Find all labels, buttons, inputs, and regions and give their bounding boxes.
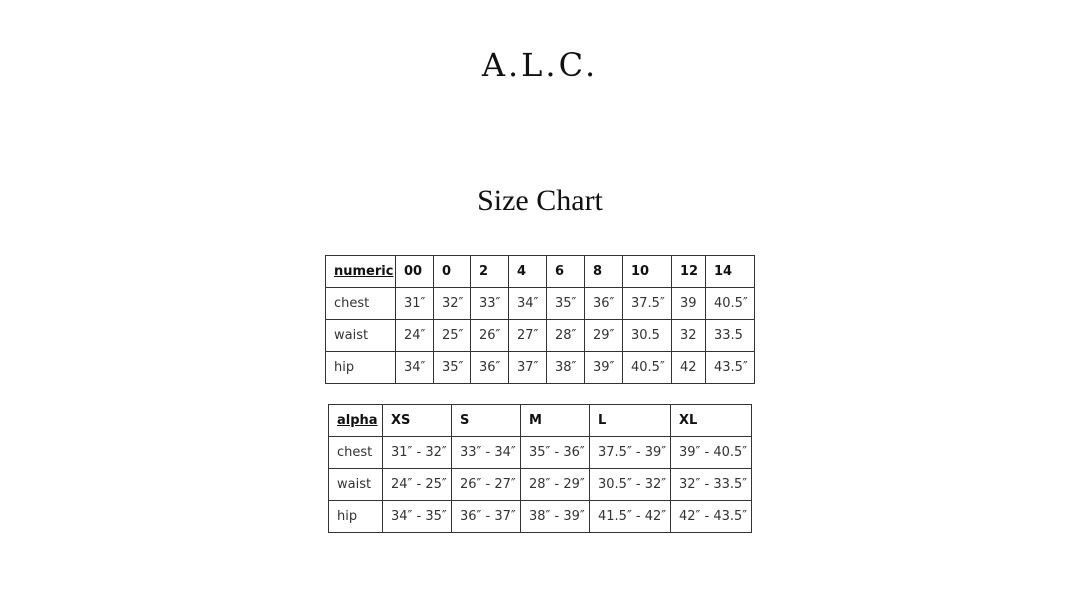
- row-label: waist: [326, 320, 396, 352]
- size-header-cell: 00: [396, 256, 434, 288]
- brand-logo: A.L.C.: [481, 46, 599, 84]
- table-row: [326, 288, 755, 320]
- numeric-size-table: [325, 255, 755, 384]
- measurement-cell: 30.5″ - 32″: [590, 469, 671, 501]
- measurement-cell: 36″: [585, 288, 623, 320]
- measurement-cell: 34″: [509, 288, 547, 320]
- row-label: chest: [326, 288, 396, 320]
- table-row: [326, 320, 755, 352]
- measurement-cell: 33″ - 34″: [452, 437, 521, 469]
- measurement-cell: 35″: [434, 352, 471, 384]
- size-header-cell: 4: [509, 256, 547, 288]
- row-label: waist: [329, 469, 383, 501]
- table-row: [329, 469, 752, 501]
- page-title: Size Chart: [477, 184, 603, 217]
- alpha-size-table: [328, 404, 752, 533]
- size-header-cell: S: [452, 405, 521, 437]
- measurement-cell: 41.5″ - 42″: [590, 501, 671, 533]
- measurement-cell: 39: [672, 288, 706, 320]
- measurement-cell: 28″ - 29″: [521, 469, 590, 501]
- row-label: hip: [326, 352, 396, 384]
- measurement-cell: 35″: [547, 288, 585, 320]
- measurement-cell: 26″: [471, 320, 509, 352]
- measurement-cell: 32: [672, 320, 706, 352]
- measurement-cell: 32″: [434, 288, 471, 320]
- measurement-cell: 24″ - 25″: [383, 469, 452, 501]
- measurement-cell: 36″ - 37″: [452, 501, 521, 533]
- size-header-cell: XS: [383, 405, 452, 437]
- measurement-cell: 31″ - 32″: [383, 437, 452, 469]
- measurement-cell: 37.5″ - 39″: [590, 437, 671, 469]
- size-header-cell: XL: [671, 405, 752, 437]
- table-header-row: [329, 405, 752, 437]
- size-header-cell: 12: [672, 256, 706, 288]
- measurement-cell: 28″: [547, 320, 585, 352]
- measurement-cell: 25″: [434, 320, 471, 352]
- measurement-cell: 35″ - 36″: [521, 437, 590, 469]
- measurement-cell: 32″ - 33.5″: [671, 469, 752, 501]
- size-header-cell: 6: [547, 256, 585, 288]
- table-row: [326, 352, 755, 384]
- table-header-row: [326, 256, 755, 288]
- measurement-cell: 30.5: [623, 320, 672, 352]
- measurement-cell: 42″ - 43.5″: [671, 501, 752, 533]
- alpha-header-label: alpha: [329, 405, 383, 437]
- measurement-cell: 33.5: [706, 320, 755, 352]
- measurement-cell: 40.5″: [706, 288, 755, 320]
- table-row: [329, 437, 752, 469]
- measurement-cell: 27″: [509, 320, 547, 352]
- measurement-cell: 34″ - 35″: [383, 501, 452, 533]
- numeric-header-label: numeric: [326, 256, 396, 288]
- measurement-cell: 37.5″: [623, 288, 672, 320]
- size-header-cell: 10: [623, 256, 672, 288]
- measurement-cell: 33″: [471, 288, 509, 320]
- measurement-cell: 31″: [396, 288, 434, 320]
- measurement-cell: 36″: [471, 352, 509, 384]
- table-row: [329, 501, 752, 533]
- measurement-cell: 39″ - 40.5″: [671, 437, 752, 469]
- measurement-cell: 42: [672, 352, 706, 384]
- size-header-cell: 2: [471, 256, 509, 288]
- measurement-cell: 29″: [585, 320, 623, 352]
- size-header-cell: M: [521, 405, 590, 437]
- measurement-cell: 39″: [585, 352, 623, 384]
- row-label: chest: [329, 437, 383, 469]
- size-header-cell: 0: [434, 256, 471, 288]
- size-header-cell: L: [590, 405, 671, 437]
- measurement-cell: 34″: [396, 352, 434, 384]
- measurement-cell: 40.5″: [623, 352, 672, 384]
- size-header-cell: 14: [706, 256, 755, 288]
- measurement-cell: 24″: [396, 320, 434, 352]
- measurement-cell: 38″ - 39″: [521, 501, 590, 533]
- measurement-cell: 43.5″: [706, 352, 755, 384]
- size-header-cell: 8: [585, 256, 623, 288]
- row-label: hip: [329, 501, 383, 533]
- measurement-cell: 26″ - 27″: [452, 469, 521, 501]
- measurement-cell: 38″: [547, 352, 585, 384]
- measurement-cell: 37″: [509, 352, 547, 384]
